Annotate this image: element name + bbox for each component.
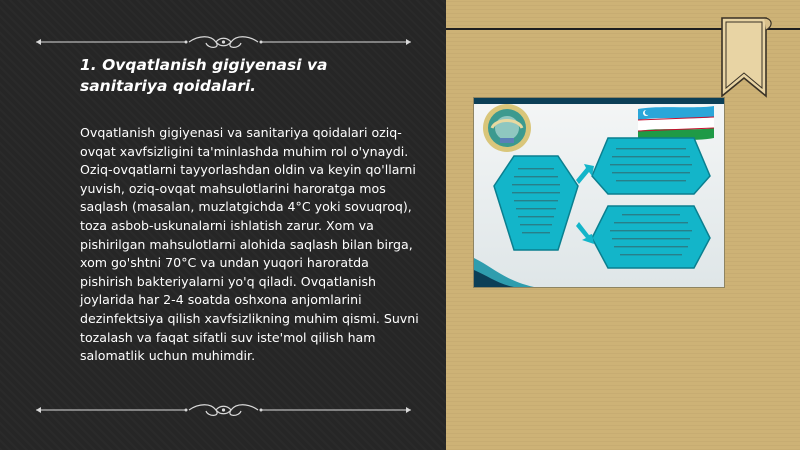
slide-title xyxy=(80,55,400,97)
embedded-slide-graphic xyxy=(474,98,724,287)
top-right-hexagon xyxy=(592,138,710,194)
slide-title-line1: 1. Ovqatlanish gigiyenasi va xyxy=(80,56,328,74)
slide-body-text: Ovqatlanish gigiyenasi va sanitariya qoidalari oziq-ovqat xavfsizligini ta'minlashda muhim rol o'ynaydi. Oziq-ovqatlarni tayyorlashdan oldin va keyin qo'llarni yuvish, oziq-ovqat mahsulotlarini haroratga mos saqlash (masalan, muzlatgichda 4°C yoki sovuqroq), toza asbob-uskunalarni ishlatish zarur. Xom va pishirilgan mahsulotlarni alohida saqlash bilan birga, xom go'shtni 70°C va undan yuqori haroratda pishirish bakteriyalarni yo'q qiladi. Ovqatlanish joylarida har 2-4 soatda oshxona anjomlarini dezinfektsiya qilish xavfsizlikning muhim qismi. Suvni tozalash va faqat sifatli suv iste'mol qilish ham salomatlik uchun muhimdir. xyxy=(80,125,419,364)
embedded-slide-image xyxy=(474,98,724,287)
uzbekistan-emblem-icon xyxy=(483,104,531,152)
uzbekistan-flag-icon xyxy=(638,106,714,142)
ornamental-divider-icon xyxy=(36,403,411,417)
ornamental-divider-icon xyxy=(36,35,411,49)
bookmark-ribbon-icon xyxy=(716,16,772,98)
slide-title-line2: sanitariya qoidalari. xyxy=(80,77,257,95)
